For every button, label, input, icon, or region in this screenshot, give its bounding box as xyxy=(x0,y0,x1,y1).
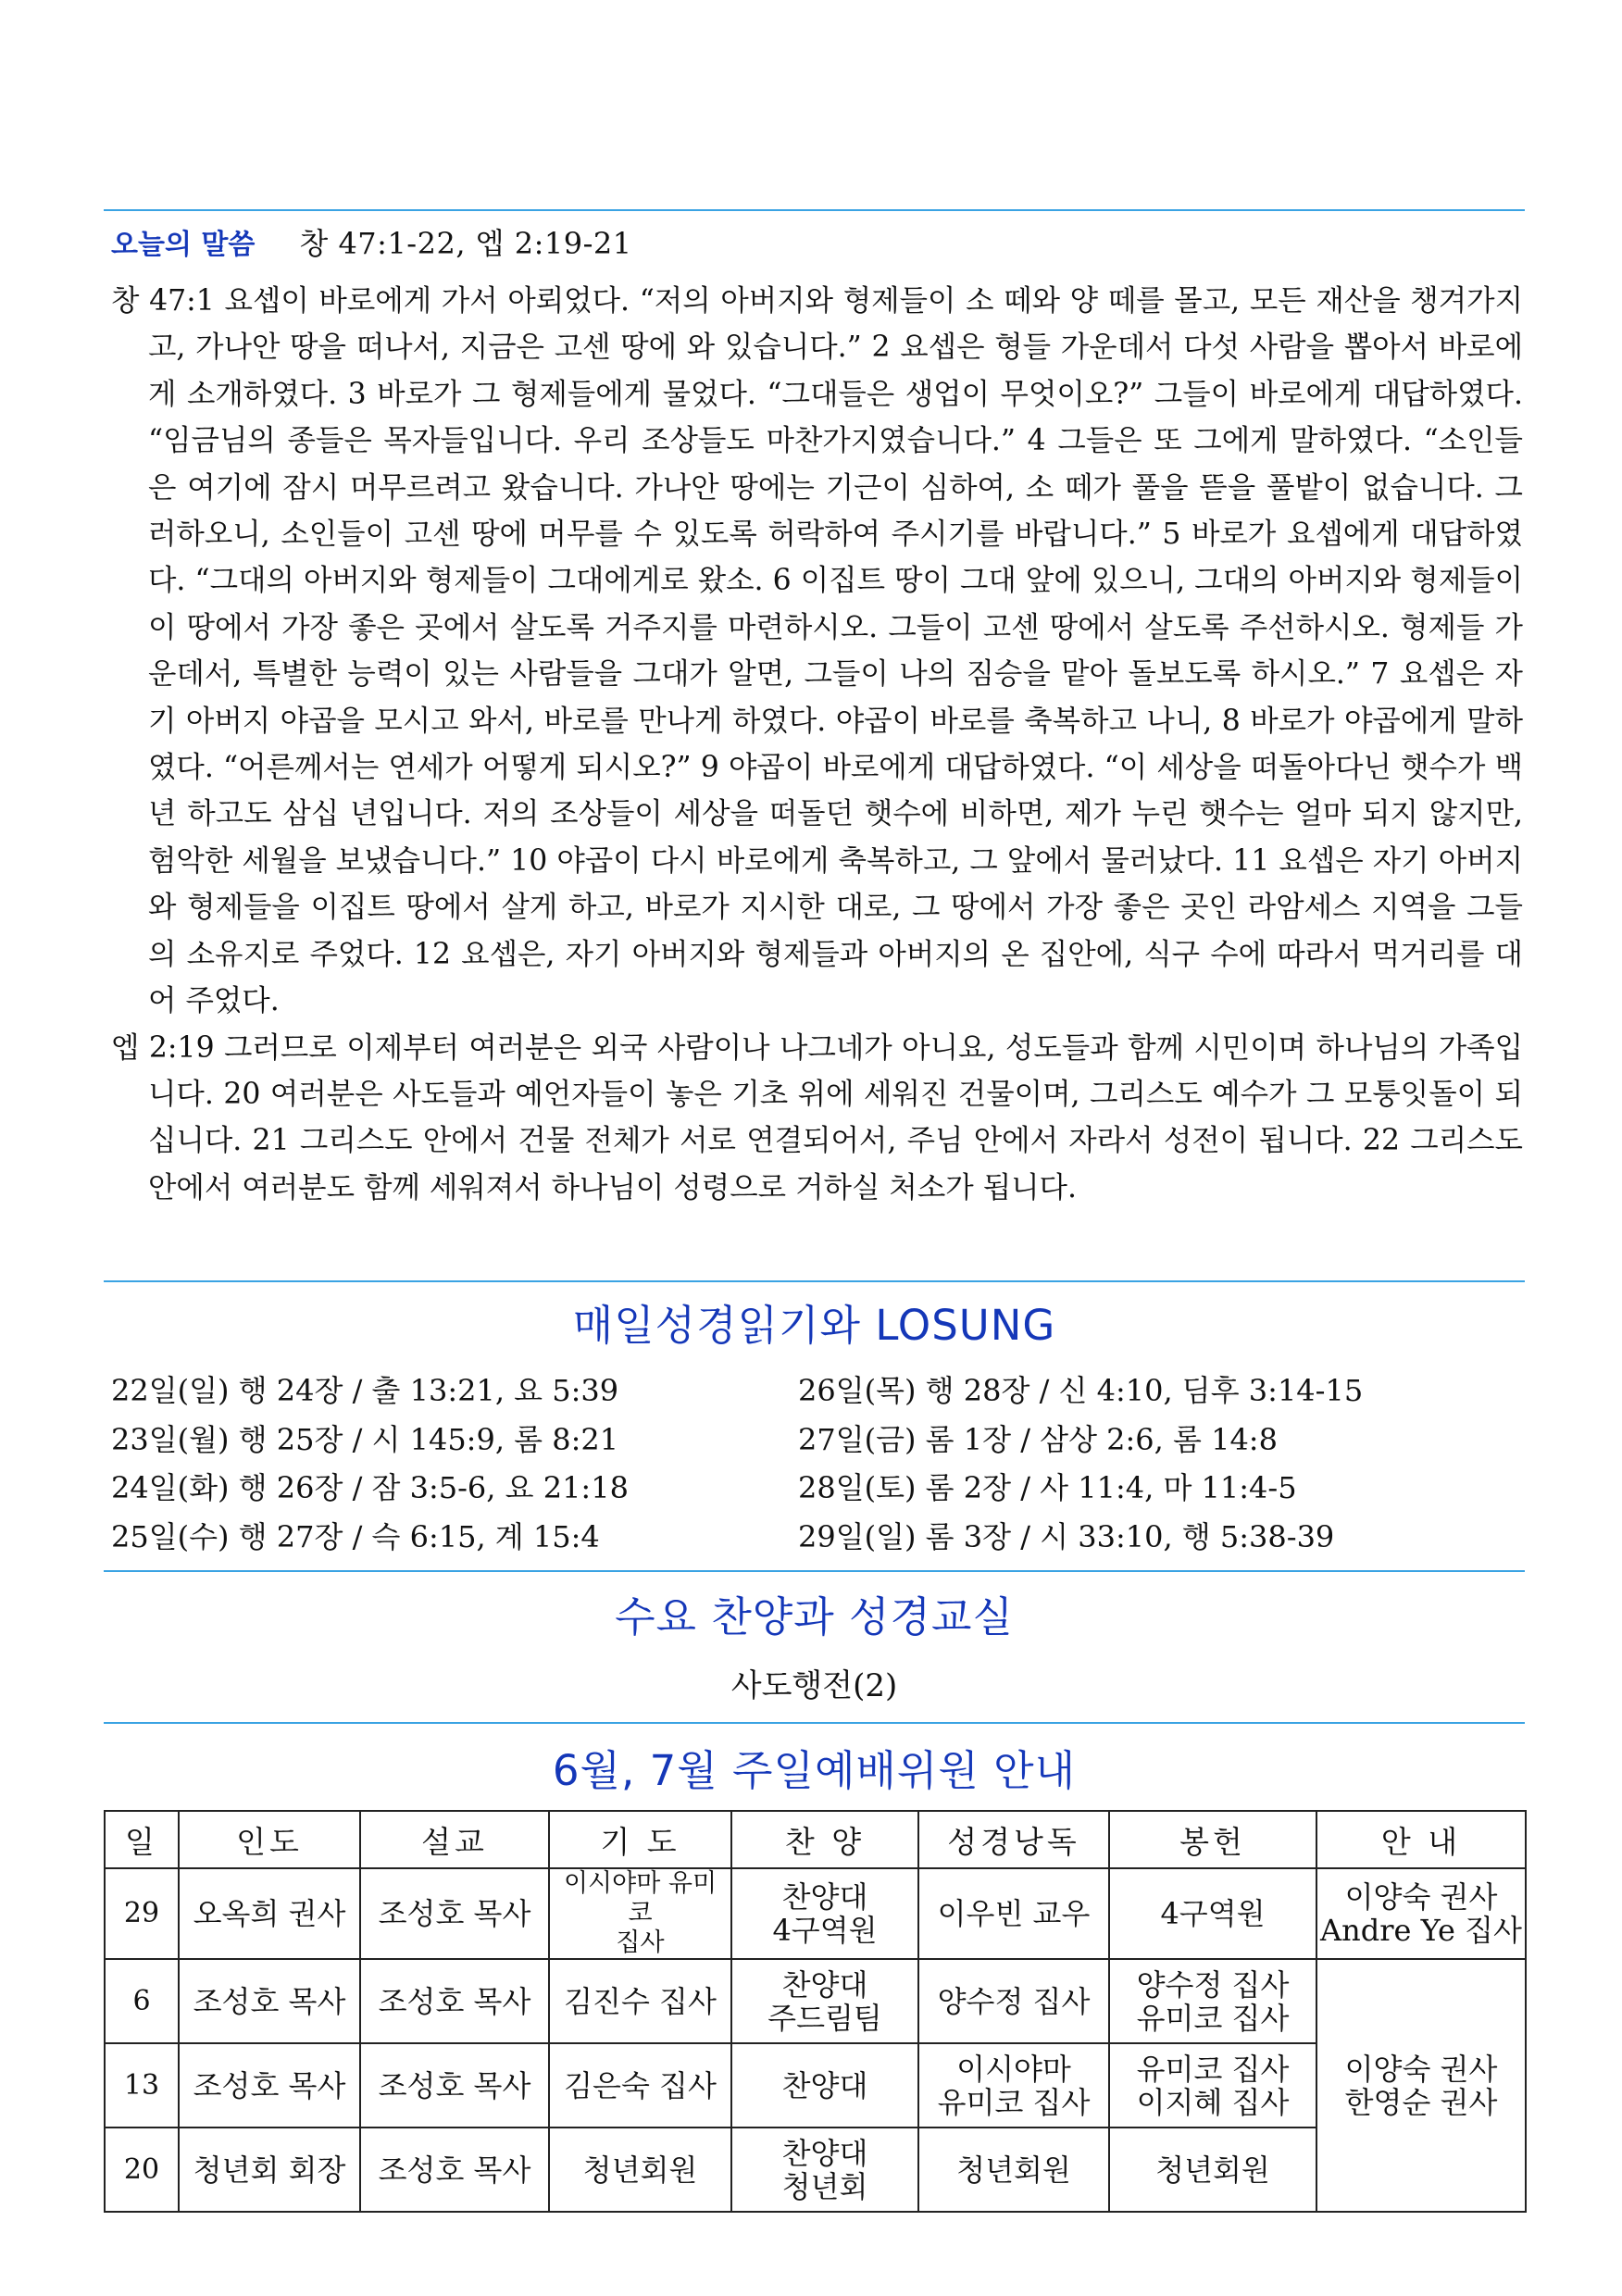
row-offering xyxy=(1109,1959,1316,2043)
reading-entry: 22일(일) 행 24장 / 출 13:21, 요 5:39 xyxy=(111,1373,619,1408)
divider xyxy=(104,1570,1525,1572)
todays-word-header xyxy=(111,220,632,268)
row-reading: 양수정 집사 xyxy=(918,1959,1109,2043)
row-prayer: 김진수 집사 xyxy=(549,1959,731,2043)
row-prayer: 김은숙 집사 xyxy=(549,2043,731,2128)
divider xyxy=(104,1280,1525,1282)
row-leader: 오옥희 권사 xyxy=(179,1868,360,1959)
row-reading xyxy=(918,2043,1109,2128)
reading-entry: 28일(토) 롬 2장 / 사 11:4, 마 11:4-5 xyxy=(798,1470,1297,1505)
cell-line: 이지혜 집사 xyxy=(1136,2084,1290,2120)
row-leader: 청년회 회장 xyxy=(179,2128,360,2212)
cell-line: 이시야마 유미코 xyxy=(563,1869,717,1928)
row-preacher: 조성호 목사 xyxy=(360,1959,549,2043)
row-preacher: 조성호 목사 xyxy=(360,2128,549,2212)
row-offering xyxy=(1109,2043,1316,2128)
scripture-text xyxy=(111,278,1523,1211)
table-header-row xyxy=(105,1811,1526,1868)
reading-entry: 24일(화) 행 26장 / 잠 3:5-6, 요 21:18 xyxy=(111,1470,629,1505)
header-leader: 인도 xyxy=(179,1811,360,1868)
header-offering: 봉헌 xyxy=(1109,1811,1316,1868)
daily-reading-left-column xyxy=(111,1366,629,1561)
row-leader: 조성호 목사 xyxy=(179,2043,360,2128)
cell-line: Andre Ye 집사 xyxy=(1320,1913,1522,1948)
row-reading: 청년회원 xyxy=(918,2128,1109,2212)
row-usher xyxy=(1316,1868,1526,1959)
row-reading: 이우빈 교우 xyxy=(918,1868,1109,1959)
table-row xyxy=(105,2128,1526,2212)
row-prayer xyxy=(549,1868,731,1959)
divider xyxy=(104,1722,1525,1724)
genesis-passage: 창 47:1 요셉이 바로에게 가서 아뢰었다. “저의 아버지와 형제들이 소 떼와 양 떼를 몰고, 모든 재산을 챙겨가지고, 가나안 땅을 떠나서, 지금은 고센 땅에 와 있습니다.” 2 요셉은 형들 가운데서 다섯 사람을 뽑아서 바로에게 소개하였다. 3 바로가 그 형제들에게 물었다. “그대들은 생업이 무엇이오?” 그들이 바로에게 대답하였다. “임금님의 종들은 목자들입니다. 우리 조상들도 마찬가지였습니다.” 4 그들은 또 그에게 말하였다. “소인들은 여기에 잠시 머무르려고 왔습니다. 가나안 땅에는 기근이 심하여, 소 떼가 풀을 뜯을 풀밭이 없습니다. 그러하오니, 소인들이 고센 땅에 머무를 수 있도록 허락하여 주시기를 바랍니다.” 5 바로가 요셉에게 대답하였다. “그대의 아버지와 형제들이 그대에게로 왔소. 6 이집트 땅이 그대 앞에 있으니, 그대의 아버지와 형제들이 이 땅에서 가장 좋은 곳에서 살도록 거주지를 마련하시오. 그들이 고센 땅에서 살도록 주선하시오. 형제들 가운데서, 특별한 능력이 있는 사람들을 그대가 알면, 그들이 나의 짐승을 맡아 돌보도록 하시오.” 7 요셉은 자기 아버지 야곱을 모시고 와서, 바로를 만나게 하였다. 야곱이 바로를 축복하고 나니, 8 바로가 야곱에게 말하였다. “어른께서는 연세가 어떻게 되시오?” 9 야곱이 바로에게 대답하였다. “이 세상을 떠돌아다닌 햇수가 백 년 하고도 삼십 년입니다. 저의 조상들이 세상을 떠돌던 햇수에 비하면, 제가 누린 햇수는 얼마 되지 않지만, 험악한 세월을 보냈습니다.” 10 야곱이 다시 바로에게 축복하고, 그 앞에서 물러났다. 11 요셉은 자기 아버지와 형제들을 이집트 땅에서 살게 하고, 바로가 지시한 대로, 그 땅에서 가장 좋은 곳인 라암세스 지역을 그들의 소유지로 주었다. 12 요셉은, 자기 아버지와 형제들과 아버지의 온 집안에, 식구 수에 따라서 먹거리를 대어 주었다. xyxy=(111,284,1523,1018)
ephesians-passage: 엡 2:19 그러므로 이제부터 여러분은 외국 사람이나 나그네가 아니요, 성도들과 함께 시민이며 하나님의 가족입니다. 20 여러분은 사도들과 예언자들이 놓은 기초 위에 세워진 건물이며, 그리스도 예수가 그 모퉁잇돌이 되십니다. 21 그리스도 안에서 건물 전체가 서로 연결되어서, 주님 안에서 자라서 성전이 됩니다. 22 그리스도 안에서 여러분도 함께 세워져서 하나님이 성령으로 거하실 처소가 됩니다. xyxy=(111,1030,1523,1204)
header-usher: 안 내 xyxy=(1316,1811,1526,1868)
row-preacher: 조성호 목사 xyxy=(360,2043,549,2128)
bulletin-page xyxy=(104,0,1525,2296)
cell-line: 양수정 집사 xyxy=(1136,1966,1290,2003)
wednesday-class-subtitle: 사도행전(2) xyxy=(730,1667,898,1704)
daily-reading-title: 매일성경읽기와 LOSUNG xyxy=(572,1301,1056,1350)
cell-line: 유미코 집사 xyxy=(937,2084,1091,2120)
row-praise xyxy=(731,1868,918,1959)
table-row xyxy=(105,1959,1526,2043)
header-praise: 찬 양 xyxy=(731,1811,918,1868)
todays-word-reference: 창 47:1-22, 엡 2:19-21 xyxy=(299,226,632,261)
row-leader: 조성호 목사 xyxy=(179,1959,360,2043)
row-date: 20 xyxy=(105,2128,179,2212)
row-praise xyxy=(731,1959,918,2043)
table-row xyxy=(105,1868,1526,1959)
reading-entry: 25일(수) 행 27장 / 슥 6:15, 계 15:4 xyxy=(111,1518,600,1554)
wednesday-class-title: 수요 찬양과 성경교실 xyxy=(615,1592,1014,1641)
row-prayer: 청년회원 xyxy=(549,2128,731,2212)
cell-line: 찬양대 xyxy=(781,2135,868,2171)
table-row xyxy=(105,2043,1526,2128)
cell-line: 이시야마 xyxy=(956,2051,1071,2087)
row-offering: 4구역원 xyxy=(1109,1868,1316,1959)
row-offering: 청년회원 xyxy=(1109,2128,1316,2212)
cell-line: 유미코 집사 xyxy=(1136,2000,1290,2036)
row-preacher: 조성호 목사 xyxy=(360,1868,549,1959)
shared-usher-cell xyxy=(1316,1959,1526,2212)
row-date: 13 xyxy=(105,2043,179,2128)
top-divider xyxy=(104,209,1525,211)
reading-entry: 26일(목) 행 28장 / 신 4:10, 딤후 3:14-15 xyxy=(798,1373,1364,1408)
worship-duty-table xyxy=(104,1810,1527,2213)
todays-word-label: 오늘의 말씀 xyxy=(111,229,256,261)
row-praise xyxy=(731,2128,918,2212)
header-preacher: 설교 xyxy=(360,1811,549,1868)
cell-line: 이양숙 권사 xyxy=(1344,1879,1498,1915)
reading-entry: 27일(금) 롬 1장 / 삼상 2:6, 롬 14:8 xyxy=(798,1421,1278,1457)
row-praise: 찬양대 xyxy=(731,2043,918,2128)
cell-line: 이양숙 권사 xyxy=(1344,2051,1498,2087)
row-date: 6 xyxy=(105,1959,179,2043)
cell-line: 청년회 xyxy=(781,2168,868,2204)
cell-line: 유미코 집사 xyxy=(1136,2051,1290,2087)
row-date: 29 xyxy=(105,1868,179,1959)
header-date: 일 xyxy=(105,1811,179,1868)
cell-line: 한영순 권사 xyxy=(1344,2084,1498,2120)
cell-line: 찬양대 xyxy=(781,1966,868,2003)
worship-duty-title: 6월, 7월 주일예배위원 안내 xyxy=(552,1746,1077,1795)
header-prayer: 기 도 xyxy=(549,1811,731,1868)
reading-entry: 29일(일) 롬 3장 / 시 33:10, 행 5:38-39 xyxy=(798,1518,1335,1554)
header-reading: 성경낭독 xyxy=(918,1811,1109,1868)
reading-entry: 23일(월) 행 25장 / 시 145:9, 롬 8:21 xyxy=(111,1421,619,1457)
daily-reading-right-column xyxy=(798,1366,1363,1561)
cell-line: 찬양대 xyxy=(781,1879,868,1915)
cell-line: 집사 xyxy=(616,1928,665,1957)
cell-line: 주드림팀 xyxy=(767,2000,882,2036)
cell-line: 4구역원 xyxy=(772,1913,878,1948)
